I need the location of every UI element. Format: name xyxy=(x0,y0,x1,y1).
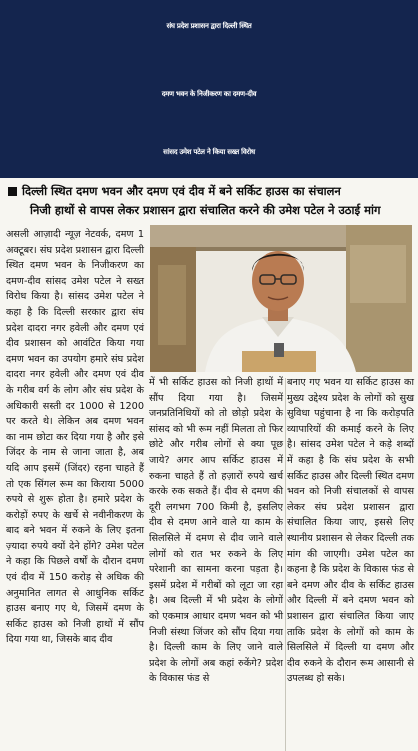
sub-headline-line-2: निजी हाथों से वापस लेकर प्रशासन द्वारा संचालित करने की उमेश पटेल ने उठाई मांग xyxy=(30,203,381,217)
sub-headline-text-1: दिल्ली स्थित दमण भवन और दमण एवं दीव में बने सर्किट हाउस का संचालन xyxy=(22,184,341,198)
column-divider xyxy=(285,378,286,751)
portrait-image xyxy=(150,225,412,372)
bullet-square-icon xyxy=(8,187,17,196)
article-text-col2: में भी सर्किट हाउस को निजी हाथों में सौंप दिया गया है। जिसमें जनप्रतिनिधियों को तो छोड़ो प्रदेश के सांसद को भी रूम नहीं मिलता तो फिर छोटे और गरीब लोगों से क्या पूछ जाये? अगर आप सर्किट हाउस में रुकना चाहते हैं तो हज़ारों रुपये खर्च करके रुक सकते हैं। दीव से दमण की दूरी लगभग 700 किमी है, इसलिए दीव से दमण आने वाले या काम के सिलसिले में दमण से दीव जाने वाले लोगों को रात भर रुकने के लिए परेशानी का सामना करना पड़ता है। इसमें प्रदेश में गरीबों को लूटा जा रहा है। अब दिल्ली में भी प्रदेश के लोगों को एकमात्र आधार दमण भवन को भी निजी संस्था जिंजर को सौंप दिया गया है। दिल्ली काम के लिए जाने वाले प्रदेश के लोगों अब कहां रुकेंगे? प्रदेश के विकास फंड से xyxy=(149,377,283,685)
sub-headline-line-1 xyxy=(8,182,341,201)
headline-line-3: सांसद उमेश पटेल ने किया सख्त विरोध xyxy=(163,148,255,156)
sub-headline xyxy=(4,180,414,222)
headline-banner xyxy=(0,0,418,178)
article-column-2 xyxy=(149,375,283,687)
article-column-3 xyxy=(287,375,414,687)
headline-line-1: संघ प्रदेश प्रशासन द्वारा दिल्ली स्थित xyxy=(166,22,252,30)
article-text-col3: बनाए गए भवन या सर्किट हाउस का मुख्य उद्देश्य प्रदेश के लोगों को सुख सुविधा पहुंचाना है ना कि करोड़पति व्यापारियों की कमाई करने के लिए है। सांसद उमेश पटेल ने कड़े शब्दों में कहा है कि संघ प्रदेश के सभी सर्किट हाउस और दिल्ली स्थित दमण भवन को निजी संचालकों से वापस लेकर संघ प्रदेश प्रशासन द्वारा संचालित किया जाए, इससे लिए स्थानीय प्रशासन से लेकर दिल्ली तक मांग की जाएगी। उमेश पटेल का कहना है कि प्रदेश के विकास फंड से बने दमण और दीव के सर्किट हाउस और दिल्ली में बने दमण भवन को प्रशासन द्वारा संचालित किया जाए ताकि प्रदेश के लोगों को काम के सिलसिले में दिल्ली या दमण और दीव रुकने के दौरान रूम आसानी से उपलब्ध हो सके। xyxy=(287,377,414,685)
article-column-1 xyxy=(6,227,144,648)
article-text-col1: असली आज़ादी न्यूज़ नेटवर्क, दमण 1 अक्टूबर। संघ प्रदेश प्रशासन द्वारा दिल्ली स्थित दमण भवन के निजीकरण का दमण-दीव सांसद उमेश पटेल ने सख्त विरोध किया है। सांसद उमेश पटेल ने कहा है कि दिल्ली सरकार द्वारा संघ प्रदेश दादरा नगर हवेली और दमण एवं दीव प्रशासन को आवंटित किया गया दमण भवन का उपयोग हमारे संघ प्रदेश दादरा नगर हवेली और दमण एवं दीव के गरीब वर्ग के लोग और संघ प्रदेश के अधिकारी सस्ती दर 1000 से 1200 पर करते थे। लेकिन अब दमण भवन का नाम छोटा कर दिया गया है और इसे जिंदर के नाम से जाना जाता है, अब यदि आप इसमें (जिंदर) रहना चाहते हैं तो एक सिंगल रूम का किराया 5000 रुपये से शुरू होता है। हमारे प्रदेश के करोड़ों रुपए के खर्चे से नवीनीकरण के बाद बने भवन में रुकने के लिए इतना ज़्यादा रुपये क्यों देने होंगे? उमेश पटेल ने कहा कि पिछले वर्षों के दौरान दमण एवं दीव में 150 करोड़ से अधिक की अनुमानित लागत से आधुनिक सर्किट हाउस बनाए गए थे, जिसमें दमण के सर्किट हाउस को निजी हाथों में सौंप दिया गया था, जिसके बाद दीव xyxy=(6,229,144,646)
photo-umesh-patel xyxy=(150,225,412,372)
headline-line-2: दमण भवन के निजीकरण का दमण-दीव xyxy=(161,90,257,98)
